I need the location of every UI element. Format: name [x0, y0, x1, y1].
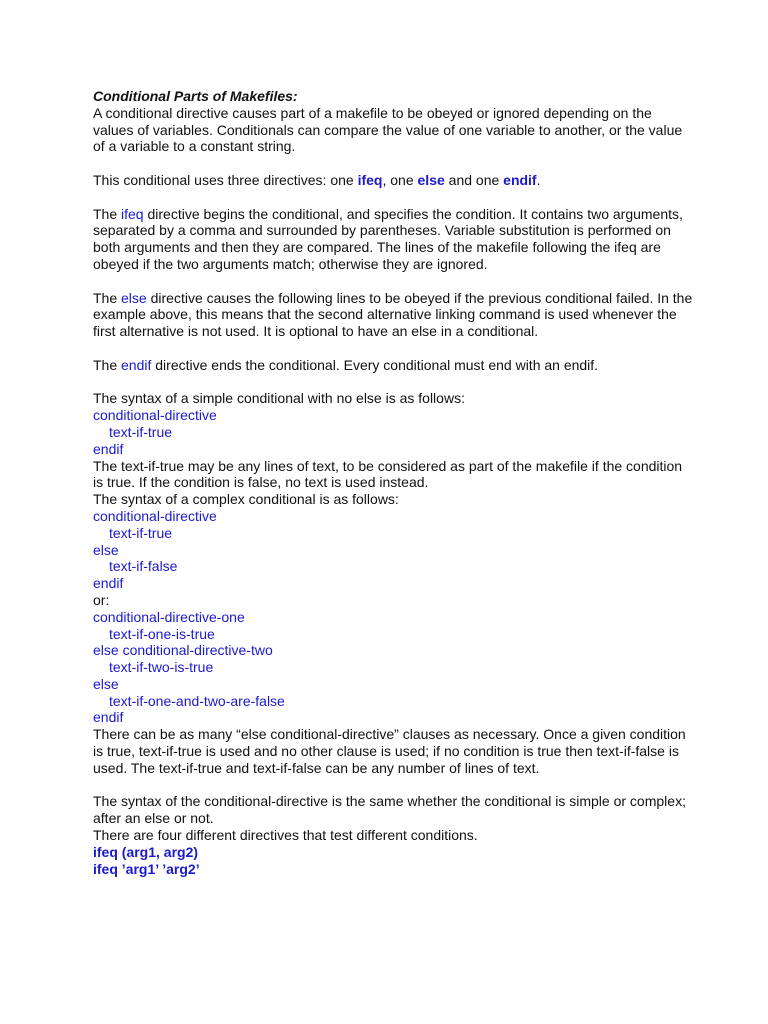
code-line: ifeq (arg1, arg2)	[93, 843, 199, 860]
keyword-else: else	[121, 289, 147, 306]
ifeq-forms-block	[93, 844, 693, 878]
code-line: conditional-directive	[93, 407, 217, 424]
simple-syntax-description: The text-if-true may be any lines of text, to be considered as part of the makefile if the condition is true. If the condition is false, no text is used instead.	[93, 457, 683, 491]
text-segment: The	[93, 205, 122, 222]
simple-syntax-intro: The syntax of a simple conditional with no else is as follows:	[93, 390, 465, 407]
code-line: ifeq ’arg1’ ’arg2’	[93, 860, 200, 877]
page-title: Conditional Parts of Makefiles:	[93, 88, 298, 104]
code-line: conditional-directive-one	[93, 608, 245, 625]
simple-code-block	[93, 407, 693, 457]
three-directives-paragraph	[93, 172, 693, 189]
spacer	[93, 273, 693, 290]
spacer	[93, 155, 693, 172]
code-line: endif	[93, 440, 124, 457]
or-label: or:	[93, 591, 110, 608]
text-segment: The	[93, 356, 122, 373]
keyword-ifeq: ifeq	[357, 171, 383, 188]
spacer	[93, 777, 693, 794]
keyword-else: else	[417, 171, 445, 188]
intro-paragraph: A conditional directive causes part of a makefile to be obeyed or ignored depending on the values of variables. Conditionals can compare the value of one variable to another, or the value of a variable to a constant string.	[93, 104, 683, 155]
spacer	[93, 374, 693, 391]
code-line: else	[93, 541, 119, 558]
endif-paragraph	[93, 357, 693, 374]
code-line: conditional-directive	[93, 507, 217, 524]
complex-code-block-two	[93, 609, 693, 727]
code-line: text-if-true	[109, 524, 173, 541]
else-paragraph	[93, 290, 693, 340]
code-line: text-if-one-is-true	[109, 625, 215, 642]
keyword-endif: endif	[121, 356, 152, 373]
spacer	[93, 189, 693, 206]
code-line: endif	[93, 709, 124, 726]
code-line: else conditional-directive-two	[93, 642, 273, 659]
code-line: else	[93, 675, 119, 692]
ifeq-paragraph	[93, 206, 693, 273]
document-page	[93, 88, 693, 877]
keyword-ifeq: ifeq	[121, 205, 144, 222]
code-line: endif	[93, 575, 124, 592]
text-segment: directive causes the following lines to be obeyed if the previous conditional failed. In the example above, this means that the second alternative linking command is used whenever the first alternative is not used. It is optional to have an else in a conditional.	[93, 289, 693, 340]
code-line: text-if-false	[109, 558, 178, 575]
text-segment: This conditional uses three directives: one	[93, 171, 358, 188]
text-segment: , one	[382, 171, 418, 188]
four-directives-paragraph: There are four different directives that test different conditions.	[93, 827, 478, 844]
code-line: text-if-two-is-true	[109, 659, 214, 676]
many-else-paragraph: There can be as many “else conditional-directive” clauses as necessary. Once a given condition is true, text-if-true is used and no other clause is used; if no condition is true then text-if-false is used. The text-if-true and text-if-false can be any number of lines of text.	[93, 726, 686, 776]
text-segment: The	[93, 289, 122, 306]
text-segment: and one	[444, 171, 504, 188]
text-segment: .	[536, 171, 541, 188]
code-line: text-if-one-and-two-are-false	[109, 692, 285, 709]
keyword-endif: endif	[503, 171, 537, 188]
code-line: text-if-true	[109, 423, 173, 440]
text-segment: directive begins the conditional, and specifies the condition. It contains two arguments, separated by a comma and surrounded by parentheses. Variable substitution is performed on both arguments and then they are compared. The lines of the makefile following the ifeq are obeyed if the two arguments match; otherwise they are ignored.	[93, 205, 683, 272]
text-segment: directive ends the conditional. Every conditional must end with an endif.	[151, 356, 599, 373]
syntax-same-paragraph: The syntax of the conditional-directive is the same whether the conditional is simple or complex; after an else or not.	[93, 793, 686, 827]
complex-syntax-intro: The syntax of a complex conditional is as follows:	[93, 491, 399, 508]
spacer	[93, 340, 693, 357]
complex-code-block	[93, 508, 693, 592]
